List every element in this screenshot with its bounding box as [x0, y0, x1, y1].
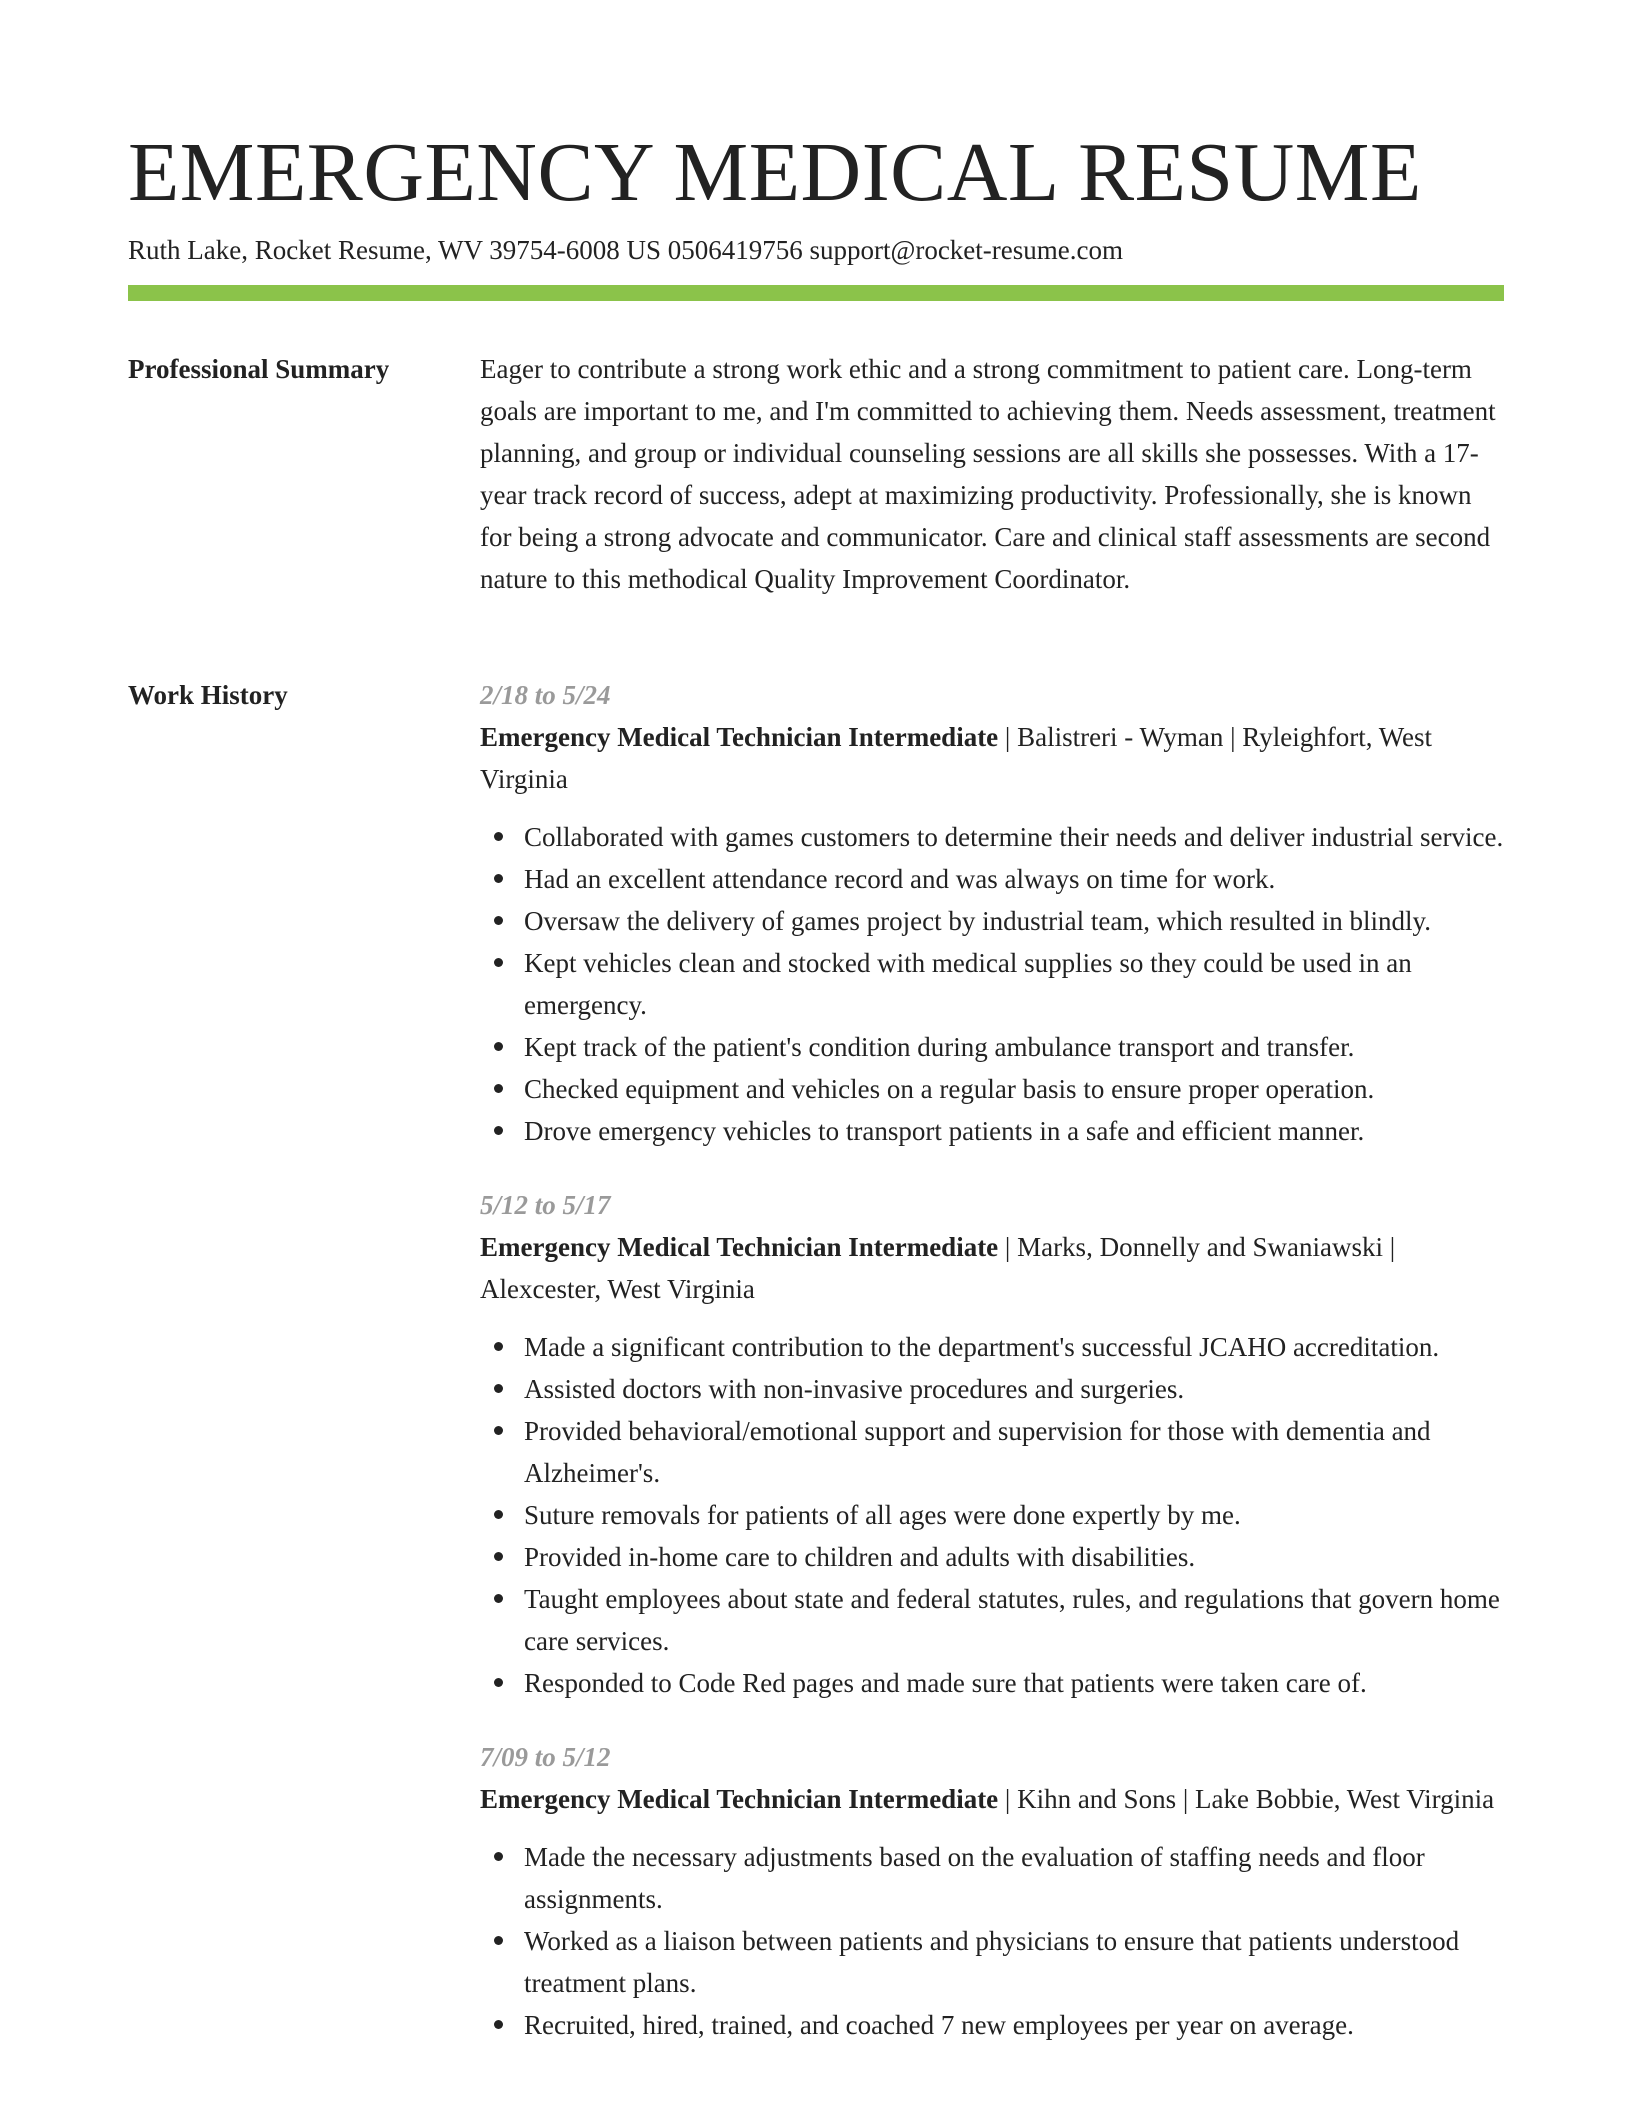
section-heading: Professional Summary [128, 354, 390, 384]
job-bullet-list [480, 1326, 1504, 1704]
list-item [524, 1410, 1504, 1494]
job-bullet-list [480, 816, 1504, 1152]
job-dates: 7/09 to 5/12 [480, 1742, 611, 1772]
list-item [524, 942, 1504, 1026]
bullet-icon [494, 1510, 503, 1519]
bullet-text: Drove emergency vehicles to transport patients in a safe and efficient manner. [524, 1116, 1365, 1146]
bullet-text: Suture removals for patients of all ages were done expertly by me. [524, 1500, 1241, 1530]
job-heading [480, 1226, 1504, 1310]
job-employer-location: | Kihn and Sons | Lake Bobbie, West Virginia [998, 1784, 1495, 1814]
contact-name: Ruth Lake, [128, 235, 248, 265]
job-title: Emergency Medical Technician Intermediate [480, 1784, 999, 1814]
list-item [524, 1578, 1504, 1662]
bullet-icon [494, 958, 503, 967]
list-item [524, 858, 1504, 900]
bullet-icon [494, 1552, 503, 1561]
job-dates: 5/12 to 5/17 [480, 1190, 611, 1220]
summary-text: Eager to contribute a strong work ethic and a strong commitment to patient care. Long-term goals are important to me, and I'm committed to achieving them. Needs assessment, treatment planning, and group or individual counseling sessions are all skills she possesses. With a 17-year track record of success, adept at maximizing productivity. Professionally, she is known for being a strong advocate and communicator. Care and clinical staff assessments are second nature to this methodical Quality Improvement Coordinator. [480, 354, 1496, 594]
list-item [524, 1494, 1504, 1536]
bullet-text: Worked as a liaison between patients and physicians to ensure that patients understood treatment plans. [524, 1926, 1460, 1998]
bullet-icon [494, 1936, 503, 1945]
job-title: Emergency Medical Technician Intermediate [480, 722, 999, 752]
job-bullet-list [480, 1836, 1504, 2046]
bullet-text: Taught employees about state and federal statutes, rules, and regulations that govern home care services. [524, 1584, 1500, 1656]
work-history-list [480, 674, 1504, 2078]
job-employer-location: | Balistreri - Wyman | Ryleighfort, West Virginia [480, 722, 1433, 794]
job-title: Emergency Medical Technician Intermediate [480, 1232, 999, 1262]
contact-email[interactable]: support@rocket-resume.com [809, 235, 1123, 265]
accent-divider [128, 285, 1504, 301]
list-item [524, 1536, 1504, 1578]
bullet-icon [494, 2020, 503, 2029]
bullet-text: Collaborated with games customers to determine their needs and deliver industrial service. [524, 822, 1504, 852]
bullet-text: Recruited, hired, trained, and coached 7 new employees per year on average. [524, 2010, 1354, 2040]
bullet-text: Provided in-home care to children and adults with disabilities. [524, 1542, 1196, 1572]
bullet-icon [494, 1342, 503, 1351]
bullet-text: Assisted doctors with non-invasive procedures and surgeries. [524, 1374, 1185, 1404]
bullet-icon [494, 1852, 503, 1861]
job-entry [480, 674, 1504, 1152]
bullet-icon [494, 916, 503, 925]
bullet-text: Made a significant contribution to the department's successful JCAHO accreditation. [524, 1332, 1440, 1362]
bullet-icon [494, 1594, 503, 1603]
resume-title: EMERGENCY MEDICAL RESUME [128, 126, 1422, 219]
list-item [524, 1068, 1504, 1110]
job-heading [480, 716, 1504, 800]
bullet-text: Provided behavioral/emotional support and supervision for those with dementia and Alzheimer's. [524, 1416, 1431, 1488]
bullet-text: Made the necessary adjustments based on the evaluation of staffing needs and floor assignments. [524, 1842, 1425, 1914]
bullet-text: Kept vehicles clean and stocked with medical supplies so they could be used in an emergency. [524, 948, 1412, 1020]
bullet-icon [494, 832, 503, 841]
contact-phone: 0506419756 [667, 235, 803, 265]
section-heading: Work History [128, 680, 288, 710]
bullet-text: Oversaw the delivery of games project by industrial team, which resulted in blindly. [524, 906, 1432, 936]
list-item [524, 1110, 1504, 1152]
bullet-icon [494, 1384, 503, 1393]
list-item [524, 1836, 1504, 1920]
bullet-text: Had an excellent attendance record and was always on time for work. [524, 864, 1276, 894]
bullet-icon [494, 1126, 503, 1135]
list-item [524, 816, 1504, 858]
list-item [524, 1368, 1504, 1410]
list-item [524, 1920, 1504, 2004]
bullet-icon [494, 1084, 503, 1093]
contact-line [128, 230, 1123, 270]
contact-location: Rocket Resume, WV 39754-6008 US [254, 235, 661, 265]
section-body [480, 348, 1504, 600]
bullet-icon [494, 1042, 503, 1051]
bullet-text: Responded to Code Red pages and made sure that patients were taken care of. [524, 1668, 1367, 1698]
list-item [524, 1026, 1504, 1068]
job-employer-location: | Marks, Donnelly and Swaniawski | Alexcester, West Virginia [480, 1232, 1396, 1304]
job-entry [480, 1184, 1504, 1704]
job-entry [480, 1736, 1504, 2046]
list-item [524, 900, 1504, 942]
bullet-text: Checked equipment and vehicles on a regular basis to ensure proper operation. [524, 1074, 1375, 1104]
job-dates: 2/18 to 5/24 [480, 680, 611, 710]
list-item [524, 1326, 1504, 1368]
bullet-icon [494, 874, 503, 883]
bullet-text: Kept track of the patient's condition during ambulance transport and transfer. [524, 1032, 1355, 1062]
list-item [524, 1662, 1504, 1704]
list-item [524, 2004, 1504, 2046]
job-heading [480, 1778, 1504, 1820]
bullet-icon [494, 1678, 503, 1687]
resume-page [128, 0, 1504, 2112]
bullet-icon [494, 1426, 503, 1435]
